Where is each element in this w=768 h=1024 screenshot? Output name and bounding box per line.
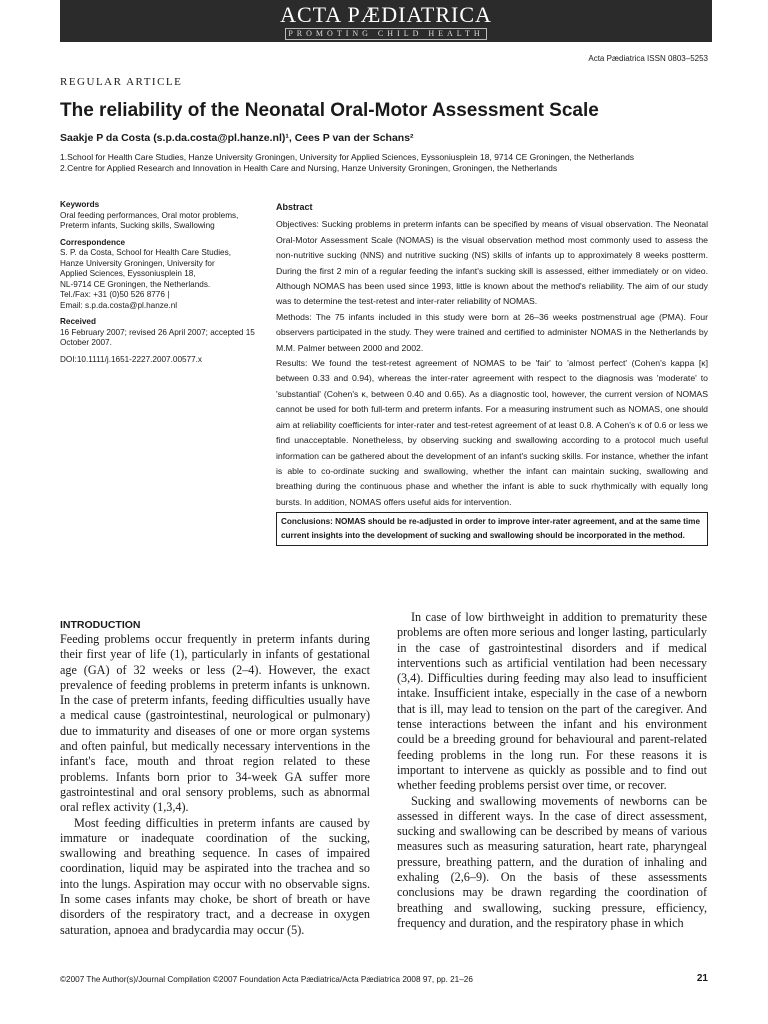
copyright-footer: ©2007 The Author(s)/Journal Compilation ©2007 Foundation Acta Pædiatrica/Acta Pædiatrica 2008 97, pp. 21–26 (60, 975, 473, 984)
body-column-right (397, 610, 707, 931)
keywords-heading: Keywords (60, 200, 100, 209)
body-paragraph: Sucking and swallowing movements of newborns can be assessed in different ways. In the case of direct assessment, sucking and swallowing can be described by means of various measures such as measuring saturation, heart rate, pharyngeal pressure, breathing pattern, and the duration of inhaling and exhaling (2,6–9). On the basis of these assessments conclusions may be drawn regarding the coordination of breathing and swallowing, sucking pressure, efficiency, frequency and duration, and the respiratory phase in which (397, 793, 707, 930)
author-line: Saakje P da Costa (s.p.da.costa@pl.hanze.nl)¹, Cees P van der Schans² (60, 132, 414, 144)
correspondence-line: Tel./Fax: +31 (0)50 526 8776 | (60, 290, 170, 299)
correspondence-heading: Correspondence (60, 237, 126, 247)
page-number: 21 (696, 973, 708, 984)
journal-tagline: PROMOTING CHILD HEALTH (285, 28, 487, 40)
doi-text: DOI:10.1111/j.1651-2227.2007.00577.x (60, 354, 203, 364)
abstract-results: Results: We found the test-retest agreement of NOMAS to be 'fair' to 'almost perfect' (Cohen's kappa [κ] between 0.33 and 0.94), whereas the inter-rater agreement with respect to the diagnosis was 'moderate' to 'substantial' (Cohen's κ, between 0.40 and 0.65). As a diagnostic tool, however, the current version of NOMAS cannot be used for both full-term and preterm infants. For a measuring instrument such as NOMAS, one should aim at reliability coefficients for inter-rater and test-retest agreement of at least 0.8. A Cohen's κ of 0.6 or less we find unacceptable. Nonetheless, by observing sucking and swallowing according to a protocol much useful information can be gathered about the development of an infant's sucking skills. For instance, whether the infant is able to co-ordinate sucking and swallowing, whether the infant can maintain sucking, swallowing and breathing during the continuous phase and whether the infant is able to suck rhythmically with equally long bursts. In addition, NOMAS offers useful aids for intervention. (276, 358, 708, 507)
article-type-label: REGULAR ARTICLE (60, 76, 183, 88)
keywords-text: Oral feeding performances, Oral motor problems, Preterm infants, Sucking skills, Swallowing (60, 210, 239, 230)
abstract-section (276, 200, 708, 546)
journal-banner (60, 0, 712, 42)
abstract-methods: Methods: The 75 infants included in this study were born at 26–36 weeks postmenstrual age (PMA). Four observers participated in the study. They were trained and certified to administer NOMAS in the Netherlands by M.M. Palmer between 2000 and 2002. (276, 311, 708, 353)
abstract-objectives: Objectives: Sucking problems in preterm infants can be specified by means of visual observation. The Neonatal Oral-Motor Assessment Scale (NOMAS) is the visual observation method most commonly used to assess the non-nutritive sucking (NNS) and nutritive sucking (NS) skills of infants up to approximately 8 weeks postterm. During the first 2 min of a regular feeding the infant's sucking skill is assessed, either immediately or on video. Although NOMAS has been used since 1993, little is known about the method's reliability. The aim of our study was to determine the test-retest and inter-rater reliability of NOMAS. (276, 219, 708, 307)
article-title: The reliability of the Neonatal Oral-Motor Assessment Scale (60, 100, 599, 121)
correspondence-line: Applied Sciences, Eyssoniusplein 18, (60, 269, 196, 278)
correspondence-line: S. P. da Costa, School for Health Care Studies, (60, 248, 231, 257)
body-paragraph: In case of low birthweight in addition to prematurity these problems are often more serious and longer lasting, particularly in the case of gastrointestinal disorders and if medical interventions such as artificial ventilation had been necessary (3,4). Difficulties during feeding may also lead to insufficient intake. Insufficient intake, especially in the case of a newborn that is ill, may lead to tension on the part of the caregiver. And tense interactions between the infant and his environment could be a breeding ground for behavioural and parent-related feeding problems in the long run. For these reasons it is important to intervene as quickly as possible and to find out whether feeding problems persist over time, or recover. (397, 610, 707, 793)
affiliation-1: 1.School for Health Care Studies, Hanze University Groningen, University for Applied Sciences, Eyssoniusplein 18, 9714 CE Groningen, the Netherlands (60, 152, 635, 162)
abstract-heading: Abstract (276, 202, 313, 212)
received-heading: Received (60, 317, 96, 326)
abstract-conclusions-box: Conclusions: NOMAS should be re-adjusted in order to improve inter-rater agreement, and at the same time current insights into the development of sucking and swallowing should be incorporated in the method. (276, 512, 708, 546)
introduction-heading: INTRODUCTION (60, 619, 141, 631)
body-paragraph: Feeding problems occur frequently in preterm infants during their first year of life (1), particularly in infants of gestational age (GA) of 32 weeks or less (2–4). However, the exact prevalence of feeding problems in preterm infants is unknown. In the case of preterm infants, feeding difficulties usually have a medical cause (gastrointestinal, neurological or pulmonary) due to immaturity and diseases of one or more organ systems and often painful, but medically necessary interventions in the infant's face, mouth and throat region related to these problems. Infants born prior to 34-week GA suffer more gastrointestinal and oral sensory problems, such as abnormal oral reflex activity (1,3,4). (60, 632, 370, 815)
body-paragraph: Most feeding difficulties in preterm infants are caused by immature or inadequate coordination of the sucking, swallowing and breathing sequence. In cases of impaired coordination, liquid may be aspirated into the trachea and so into the lungs. Aspiration may occur with no observable signs. In some cases infants may choke, be short of breath or have disorders of the respiratory tract, and a decrease in oxygen saturation, apnoea and bradycardia may occur (5). (60, 815, 370, 937)
affiliation-2: 2.Centre for Applied Research and Innovation in Health Care and Nursing, Hanze University Groningen, Groningen, the Netherlands (60, 163, 558, 173)
correspondence-line: NL-9714 CE Groningen, the Netherlands. (60, 279, 211, 289)
received-dates: 16 February 2007; revised 26 April 2007; accepted 15 October 2007. (60, 327, 255, 347)
correspondence-email: Email: s.p.da.costa@pl.hanze.nl (60, 300, 178, 310)
correspondence-line: Hanze University Groningen, University for (60, 258, 215, 268)
issn-label: Acta Pædiatrica ISSN 0803–5253 (588, 54, 708, 63)
journal-title: ACTA PÆDIATRICA (280, 2, 492, 27)
article-metadata-sidebar (60, 200, 260, 365)
body-column-left (60, 610, 370, 938)
